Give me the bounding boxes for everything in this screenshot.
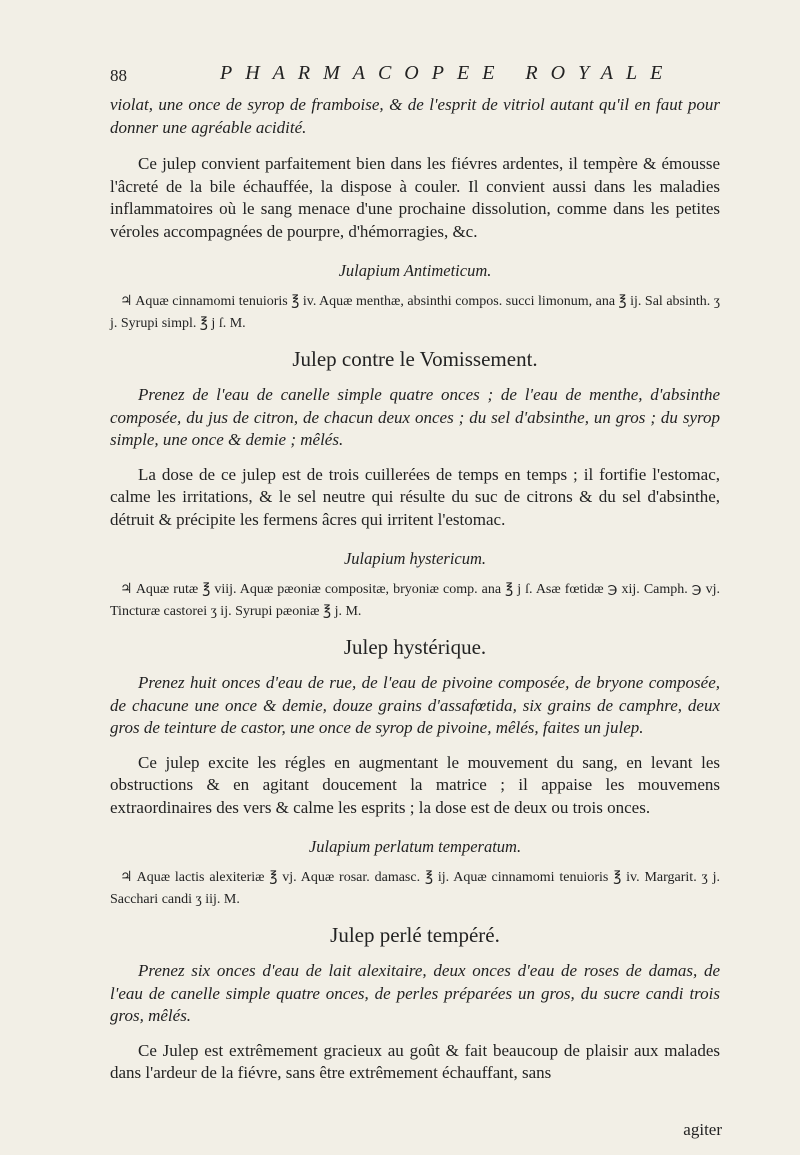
running-title: PHARMACOPEE ROYALE: [220, 62, 676, 84]
recipe-title: Julep hystérique.: [343, 635, 487, 659]
recipe-instructions: Prenez de l'eau de canelle simple quatre onces ; de l'eau de menthe, d'absinthe composée, du jus de citron, de chacun deux onces ; du sel d'absinthe, un gros ; du syrop simple, une once & demie ; mêlés.: [110, 385, 720, 449]
paragraph: La dose de ce julep est de trois cuillerées de temps en temps ; il fortifie l'estomac, calme les irritations, & le sel neutre qui résulte du suc de citrons & du sel d'absinthe, détruit & précipite les fermens âcres qui irritent l'estomac.: [110, 464, 720, 529]
page-body: [110, 94, 720, 1085]
paragraph-continuation: violat, une once de syrop de framboise, & de l'esprit de vitriol autant qu'il en faut pour donner une agréable acidité.: [110, 95, 720, 137]
recipe-title: Julep contre le Vomissement.: [292, 347, 538, 371]
paragraph: Ce julep excite les régles en augmentant le mouvement du sang, en levant les obstructions & en agitant doucement la matrice ; il appaise les mouvemens extraordinaires des vers & calme les esprits ; la dose est de deux ou trois onces.: [110, 752, 720, 817]
recipe-instructions: Prenez huit onces d'eau de rue, de l'eau de pivoine composée, de bryone composée, de chacune une once & demie, douze grains d'assafœtida, six grains de camphre, deux gros de teinture de castor, une once de syrop de pivoine, mêlés, faites un julep.: [110, 673, 720, 737]
page-number: 88: [110, 66, 127, 85]
recipe-title: Julep perlé tempéré.: [330, 923, 500, 947]
latin-recipe-title: Julapium perlatum temperatum.: [308, 837, 522, 856]
latin-prescription: ♃ Aquæ cinnamomi tenuioris ℥ iv. Aquæ menthæ, absinthi compos. succi limonum, ana ℥ ij. Sal absinth. ʒ j. Syrupi simpl. ℥ j ſ. M.: [110, 294, 720, 331]
recipe-instructions: Prenez six onces d'eau de lait alexitaire, deux onces d'eau de roses de damas, de l'eau de canelle simple quatre onces, de perles préparées un gros, du sucre candi trois gros, mêlés.: [110, 961, 720, 1025]
latin-recipe-title: Julapium hystericum.: [343, 549, 487, 568]
paragraph: Ce julep convient parfaitement bien dans les fiévres ardentes, il tempère & émousse l'âcreté de la bile échauffée, la dispose à couler. Il convient aussi dans les maladies inflammatoires où le sang menace d'une prochaine dissolution, comme dans les petites véroles accompagnées de pourpre, d'hémorragies, &c.: [110, 154, 720, 241]
latin-recipe-title: Julapium Antimeticum.: [338, 261, 492, 280]
catchword: agiter: [683, 1120, 722, 1139]
running-header: [110, 62, 715, 88]
paragraph: Ce Julep est extrêmement gracieux au goût & fait beaucoup de plaisir aux malades dans l'ardeur de la fiévre, sans être extrêmement échauffant, sans: [110, 1040, 720, 1082]
latin-prescription: ♃ Aquæ rutæ ℥ viij. Aquæ pæoniæ compositæ, bryoniæ comp. ana ℥ j ſ. Asæ fœtidæ ℈ xij. Camph. ℈ vj. Tincturæ castorei ʒ ij. Syrupi pæoniæ ℥ j. M.: [110, 582, 720, 619]
latin-prescription: ♃ Aquæ lactis alexiteriæ ℥ vj. Aquæ rosar. damasc. ℥ ij. Aquæ cinnamomi tenuioris ℥ iv. Margarit. ʒ j. Sacchari candi ʒ iij. M.: [110, 870, 720, 907]
